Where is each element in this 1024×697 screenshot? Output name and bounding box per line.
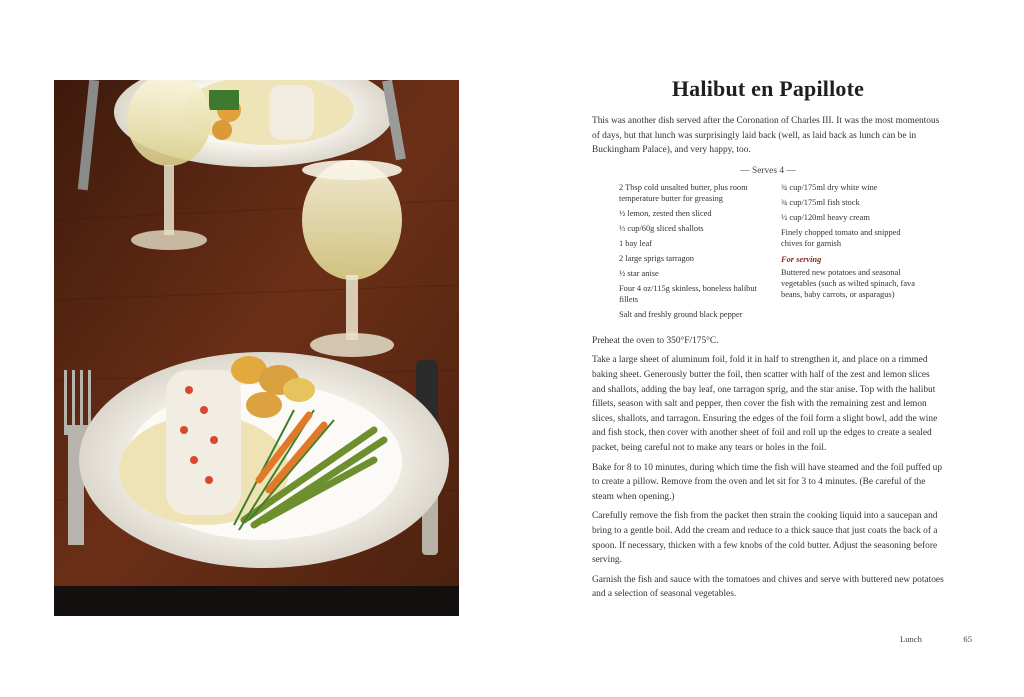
serves-line: — Serves 4 —	[740, 165, 796, 176]
recipe-photo	[54, 80, 459, 616]
ingredients-left-column	[619, 182, 759, 324]
section-label: Lunch	[900, 634, 922, 644]
page-footer	[900, 634, 972, 644]
recipe-page	[592, 76, 944, 607]
ingredients-right-column	[781, 182, 921, 324]
ingredient-item: 1 bay leaf	[619, 238, 653, 248]
plated-halibut-photo-icon	[54, 80, 459, 616]
method-step: Take a large sheet of aluminum foil, fold it in half to strengthen it, and place on a rimmed baking sheet. Generously butter the foil, then scatter with half of the zest and lemon slices and shallots, adding the bay leaf, one tarragon sprig, and the star anise. Top with the halibut fillets, season with salt and pepper, then cover the fish with the remaining zest and lemon slices, shallots, and tarragon. Ensuring the edges of the foil form a slight bowl, add the wine and fish stock, then cover with another sheet of foil and roll up the edges to create a sealed packet, being careful not to make any tears or holes in the foil.	[592, 355, 938, 453]
ingredient-item: Salt and freshly ground black pepper	[619, 309, 743, 319]
recipe-intro: This was another dish served after the Coronation of Charles III. It was the most momentous of days, but that lunch was surprisingly laid back (well, as laid back as lunch can be in Buckingham Palace), and very happy, too.	[592, 116, 940, 156]
ingredient-item: ⅓ cup/60g sliced shallots	[619, 223, 704, 233]
ingredient-item: ½ cup/120ml heavy cream	[781, 212, 870, 222]
method-step: Carefully remove the fish from the packet then strain the cooking liquid into a saucepan and bring to a gentle boil. Add the cream and reduce to a thick sauce that just coats the back of a spoon. If necessary, thicken with a few knobs of the cold butter. Adjust the seasoning before serving.	[592, 511, 938, 566]
recipe-title: Halibut en Papillote	[671, 76, 865, 101]
ingredient-item: ¾ cup/175ml fish stock	[781, 197, 860, 207]
ingredients-list	[592, 182, 944, 324]
ingredient-item: ½ star anise	[619, 268, 659, 278]
for-serving-heading: For serving	[781, 254, 822, 264]
method-step: Garnish the fish and sauce with the tomatoes and chives and serve with buttered new potatoes and a selection of seasonal vegetables.	[592, 574, 944, 600]
ingredient-item: ½ lemon, zested then sliced	[619, 208, 712, 218]
method-step: Bake for 8 to 10 minutes, during which time the fish will have steamed and the foil puffed up to create a pillow. Remove from the oven and let sit for 3 to 4 minutes. (Be careful of the steam when opening.)	[592, 462, 943, 502]
for-serving-text: Buttered new potatoes and seasonal vegetables (such as wilted spinach, fava beans, baby carrots, or asparagus)	[781, 267, 915, 299]
ingredient-item: 2 Tbsp cold unsalted butter, plus room temperature butter for greasing	[619, 182, 748, 203]
ingredient-item: Four 4 oz/115g skinless, boneless halibut fillets	[619, 283, 757, 304]
page-number: 65	[963, 634, 972, 644]
ingredient-item: Finely chopped tomato and snipped chives for garnish	[781, 227, 901, 248]
method-step: Preheat the oven to 350°F/175°C.	[592, 335, 719, 346]
ingredient-item: 2 large sprigs tarragon	[619, 253, 694, 263]
method-steps	[592, 334, 944, 602]
ingredient-item: ¾ cup/175ml dry white wine	[781, 182, 878, 192]
